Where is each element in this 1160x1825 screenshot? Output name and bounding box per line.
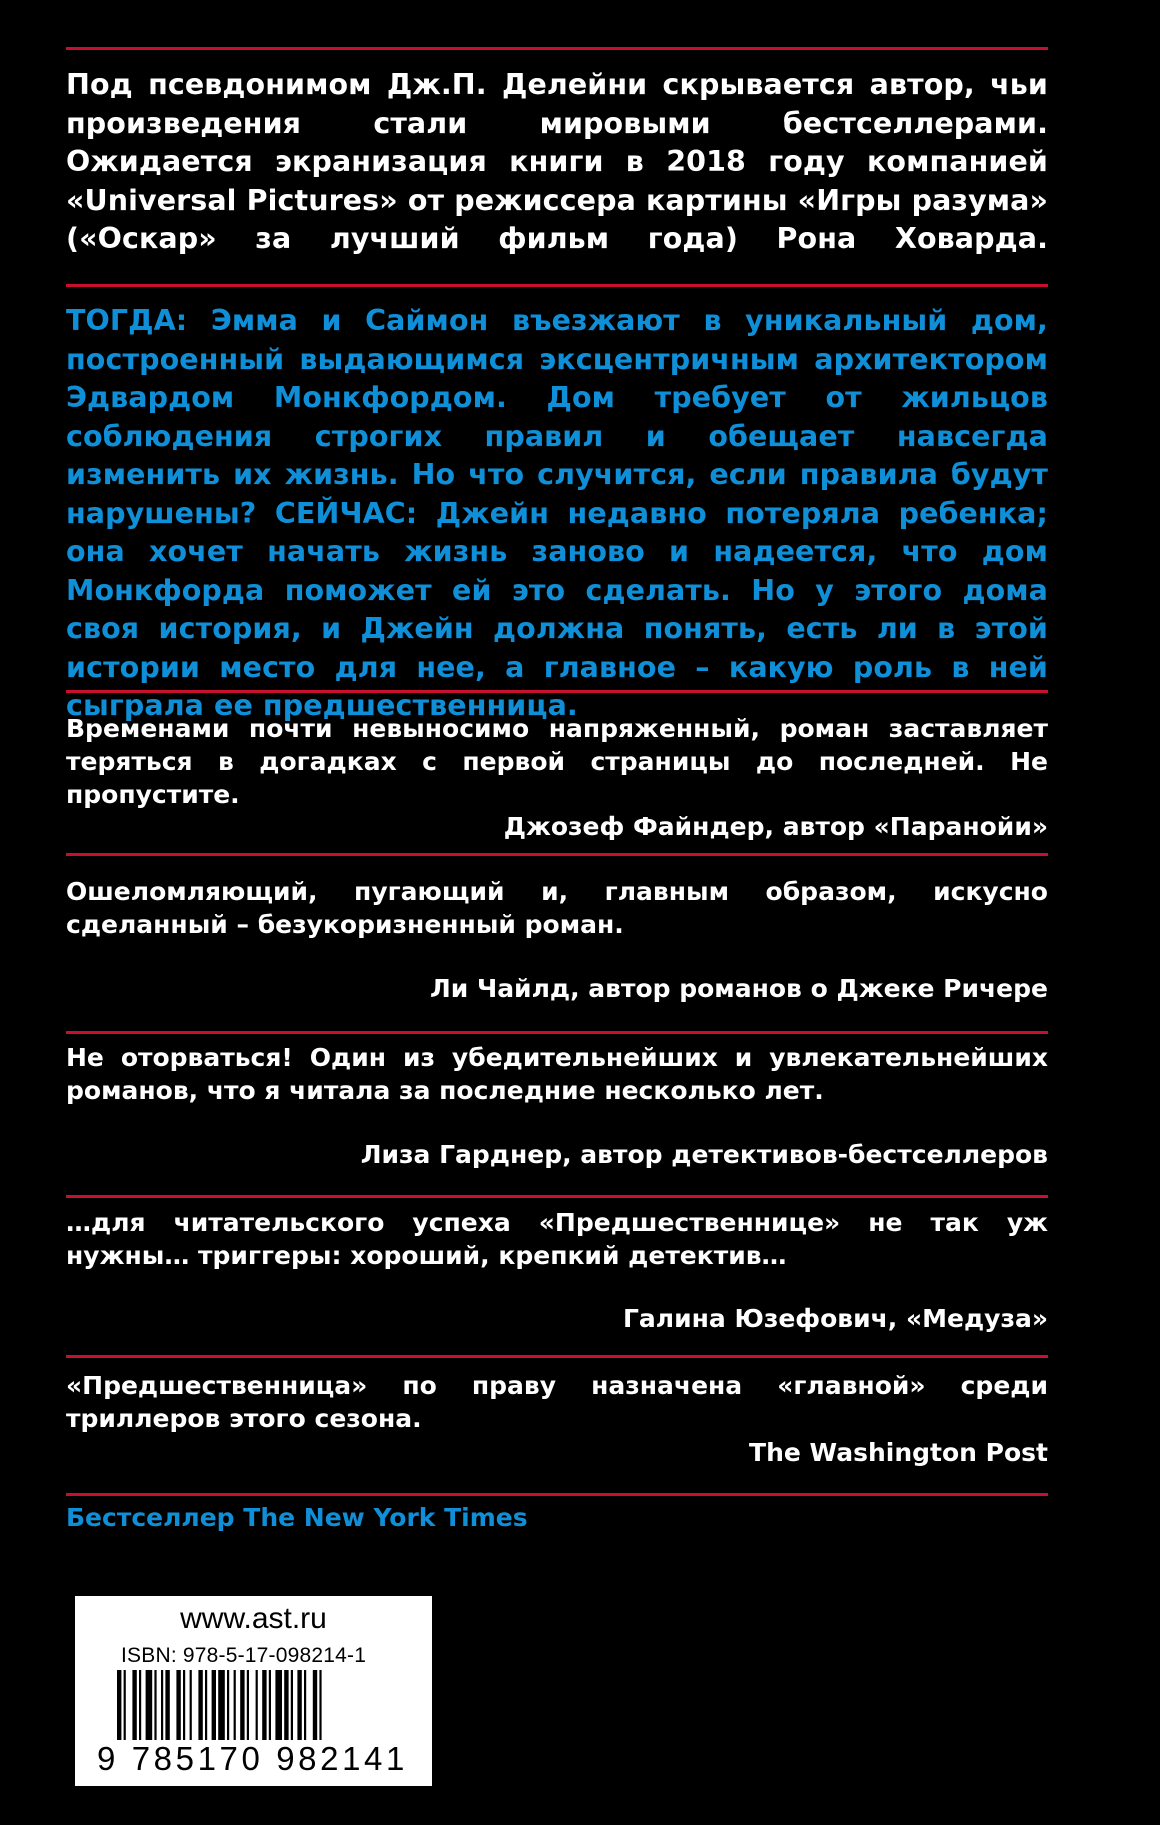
review-quote: Временами почти невыносимо напряженный, роман заставляет теряться в догадках с первой страницы до последней. Не пропустите. [66,714,1048,809]
review-author: Галина Юзефович, «Медуза» [623,1304,1048,1333]
divider [66,1195,1048,1198]
review-quote: Ошеломляющий, пугающий и, главным образом, искусно сделанный – безукоризненный роман. [66,877,1048,939]
barcode-digits: 9 785170 982141 [97,1740,408,1777]
divider [66,47,1048,50]
review-author: Лиза Гарднер, автор детективов-бестселлеров [360,1140,1048,1169]
publisher-url: www.ast.ru [180,1602,327,1635]
review-author: The Washington Post [749,1438,1048,1467]
isbn-text: ISBN: 978-5-17-098214-1 [121,1644,367,1667]
review-quote: Не оторваться! Один из убедительнейших и увлекательнейших романов, что я читала за последние несколько лет. [66,1043,1048,1105]
author-intro: Под псевдонимом Дж.П. Делейни скрывается автор, чьи произведения стали мировыми бестселлерами. Ожидается экранизация книги в 2018 году компанией «Universal Pictures» от режиссера картины «Игры разума» («Оскар» за лучший фильм года) Рона Ховарда. [66,68,1048,255]
review-quote: «Предшественница» по праву назначена «главной» среди триллеров этого сезона. [66,1371,1048,1433]
bestseller-label: Бестселлер The New York Times [66,1503,528,1532]
divider [66,284,1048,287]
divider [66,853,1048,856]
divider [66,1355,1048,1358]
review-author: Джозеф Файндер, автор «Паранойи» [503,812,1048,841]
review-quote: …для читательского успеха «Предшественнице» не так уж нужны… триггеры: хороший, крепкий детектив… [66,1208,1048,1270]
synopsis: ТОГДА: Эмма и Саймон въезжают в уникальный дом, построенный выдающимся эксцентричным архитектором Эдвардом Монкфордом. Дом требует от жильцов соблюдения строгих правил и обещает навсегда изменить их жизнь. Но что случится, если правила будут нарушены? СЕЙЧАС: Джейн недавно потеряла ребенка; она хочет начать жизнь заново и надеется, что дом Монкфорда поможет ей это сделать. Но у этого дома своя история, и Джейн должна понять, есть ли в этой истории место для нее, а главное – какую роль в ней сыграла ее предшественница. [66,304,1048,722]
barcode-block [75,1596,432,1786]
divider [66,1493,1048,1496]
review-author: Ли Чайлд, автор романов о Джеке Ричере [430,974,1048,1003]
divider [66,1031,1048,1034]
